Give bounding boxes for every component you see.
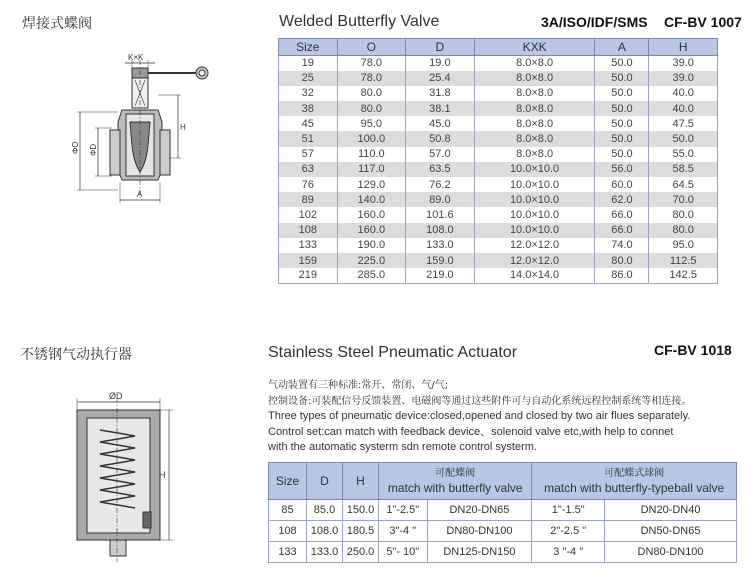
h-label: H	[180, 123, 186, 132]
table-cell: 39.0	[649, 71, 718, 86]
table-cell: 14.0×14.0	[474, 268, 595, 283]
pneumatic-actuator-drawing	[65, 390, 175, 570]
table-row	[279, 116, 718, 131]
table-row	[279, 238, 718, 253]
table-cell: 50.0	[649, 131, 718, 146]
table-cell: 58.5	[649, 162, 718, 177]
valve-model: CF-BV 1007	[664, 14, 742, 30]
table-cell: 8.0×8.0	[474, 56, 595, 71]
col-header: Size	[269, 463, 307, 500]
table-cell: 133	[279, 238, 338, 253]
actuator-dimension-table	[268, 462, 737, 563]
table-cell: 5"- 10"	[379, 542, 428, 563]
table-cell: 108.0	[406, 223, 475, 238]
table-cell: DN80-DN100	[427, 521, 532, 542]
table-cell: 78.0	[337, 56, 406, 71]
table-cell: 10.0×10.0	[474, 192, 595, 207]
table-cell: 112.5	[649, 253, 718, 268]
table-cell: 89.0	[406, 192, 475, 207]
table-cell: 108	[279, 223, 338, 238]
table-cell: 285.0	[337, 268, 406, 283]
table-row	[279, 253, 718, 268]
table-cell: 25	[279, 71, 338, 86]
table-cell: 10.0×10.0	[474, 162, 595, 177]
group1-cn: 可配蝶阀	[435, 468, 476, 479]
table-cell: 2"-2.5 "	[532, 521, 605, 542]
table-cell: 8.0×8.0	[474, 101, 595, 116]
table-cell: 45.0	[406, 116, 475, 131]
kk-label: K×K	[128, 53, 144, 62]
table-cell: 80.0	[337, 86, 406, 101]
table-cell: 110.0	[337, 147, 406, 162]
table-cell: 133.0	[406, 238, 475, 253]
desc-line: Three types of pneumatic device:closed,opened and closed by two air flues separately.	[268, 410, 691, 422]
table-cell: 159	[279, 253, 338, 268]
table-row	[279, 147, 718, 162]
col-header-group	[532, 463, 737, 500]
table-cell: 150.0	[343, 500, 379, 521]
table-cell: 159.0	[406, 253, 475, 268]
table-cell: 95.0	[337, 116, 406, 131]
table-header-row	[269, 463, 737, 500]
table-cell: 19	[279, 56, 338, 71]
table-row	[279, 131, 718, 146]
table-cell: 63	[279, 162, 338, 177]
col-header: A	[595, 39, 649, 56]
table-cell: 133.0	[307, 542, 343, 563]
col-header-group	[379, 463, 532, 500]
valve-standards: 3A/ISO/IDF/SMS	[541, 14, 648, 30]
table-cell: DN20-DN40	[605, 500, 737, 521]
table-cell: 8.0×8.0	[474, 71, 595, 86]
table-cell: 95.0	[649, 238, 718, 253]
table-cell: 102	[279, 207, 338, 222]
table-row	[279, 86, 718, 101]
table-cell: 8.0×8.0	[474, 86, 595, 101]
table-cell: 1"-1.5"	[532, 500, 605, 521]
table-cell: 1"-2.5"	[379, 500, 428, 521]
actuator-cn-title: 不锈钢气动执行器	[20, 347, 132, 363]
table-cell: 64.5	[649, 177, 718, 192]
table-cell: 86.0	[595, 268, 649, 283]
a-label: A	[137, 190, 143, 199]
table-cell: 32	[279, 86, 338, 101]
table-cell: 85.0	[307, 500, 343, 521]
table-cell: 80.0	[337, 101, 406, 116]
table-cell: DN125-DN150	[427, 542, 532, 563]
table-cell: 45	[279, 116, 338, 131]
table-cell: 3 "-4 "	[532, 542, 605, 563]
table-cell: 219.0	[406, 268, 475, 283]
table-cell: 8.0×8.0	[474, 131, 595, 146]
table-cell: 8.0×8.0	[474, 116, 595, 131]
table-cell: 8.0×8.0	[474, 147, 595, 162]
table-cell: 76	[279, 177, 338, 192]
table-cell: 76.2	[406, 177, 475, 192]
table-cell: 40.0	[649, 86, 718, 101]
table-cell: 117.0	[337, 162, 406, 177]
table-row	[269, 521, 737, 542]
table-cell: 108.0	[307, 521, 343, 542]
butterfly-valve-drawing	[70, 50, 220, 210]
table-cell: 60.0	[595, 177, 649, 192]
table-row	[269, 542, 737, 563]
table-cell: 140.0	[337, 192, 406, 207]
actuator-description	[268, 378, 691, 456]
table-cell: 50.0	[595, 116, 649, 131]
table-cell: 80.0	[649, 207, 718, 222]
table-cell: 66.0	[595, 207, 649, 222]
table-row	[279, 223, 718, 238]
col-header: D	[406, 39, 475, 56]
valve-dimension-table	[278, 38, 718, 284]
d-label: ΦD	[89, 143, 98, 156]
table-cell: 89	[279, 192, 338, 207]
table-cell: DN20-DN65	[427, 500, 532, 521]
table-cell: 55.0	[649, 147, 718, 162]
table-cell: 160.0	[337, 223, 406, 238]
actuator-model: CF-BV 1018	[654, 342, 732, 358]
table-row	[279, 71, 718, 86]
table-cell: 219	[279, 268, 338, 283]
table-cell: 80.0	[595, 253, 649, 268]
table-cell: 10.0×10.0	[474, 223, 595, 238]
table-cell: 101.6	[406, 207, 475, 222]
table-row	[279, 101, 718, 116]
table-cell: 47.5	[649, 116, 718, 131]
table-row	[269, 500, 737, 521]
table-header-row	[279, 39, 718, 56]
table-cell: 63.5	[406, 162, 475, 177]
table-cell: 66.0	[595, 223, 649, 238]
table-cell: 129.0	[337, 177, 406, 192]
table-cell: 51	[279, 131, 338, 146]
valve-cn-title: 焊接式蝶阀	[22, 16, 92, 32]
table-cell: 50.8	[406, 131, 475, 146]
table-cell: 100.0	[337, 131, 406, 146]
table-cell: 38.1	[406, 101, 475, 116]
col-header: H	[649, 39, 718, 56]
table-cell: 57.0	[406, 147, 475, 162]
group1-en: match with butterfly valve	[387, 481, 523, 495]
table-cell: 10.0×10.0	[474, 177, 595, 192]
table-row	[279, 268, 718, 283]
table-cell: DN50-DN65	[605, 521, 737, 542]
table-cell: DN80-DN100	[605, 542, 737, 563]
desc-line: 气动装置有三种标准:常开、常闭、气/气;	[268, 380, 449, 391]
table-cell: 190.0	[337, 238, 406, 253]
table-cell: 142.5	[649, 268, 718, 283]
col-header: Size	[279, 39, 338, 56]
actuator-d-label: ØD	[109, 391, 123, 401]
table-cell: 56.0	[595, 162, 649, 177]
od-label: ΦO	[71, 141, 80, 154]
table-cell: 133	[269, 542, 307, 563]
table-cell: 50.0	[595, 147, 649, 162]
table-cell: 25.4	[406, 71, 475, 86]
table-cell: 70.0	[649, 192, 718, 207]
desc-line: 控制设备:可装配信号反馈装置、电磁阀等通过这些附件可与自动化系统远程控制系统等相连接。	[268, 395, 692, 407]
col-header: H	[343, 463, 379, 500]
table-cell: 74.0	[595, 238, 649, 253]
actuator-h-label: H	[159, 470, 166, 480]
table-cell: 31.8	[406, 86, 475, 101]
table-cell: 38	[279, 101, 338, 116]
col-header: KXK	[474, 39, 595, 56]
table-cell: 40.0	[649, 101, 718, 116]
group2-en: match with butterfly-typeball valve	[544, 481, 725, 495]
table-cell: 78.0	[337, 71, 406, 86]
table-cell: 180.5	[343, 521, 379, 542]
table-row	[279, 192, 718, 207]
table-cell: 80.0	[649, 223, 718, 238]
table-row	[279, 56, 718, 71]
table-cell: 50.0	[595, 86, 649, 101]
table-cell: 3"-4 "	[379, 521, 428, 542]
table-cell: 12.0×12.0	[474, 253, 595, 268]
table-cell: 250.0	[343, 542, 379, 563]
desc-line: Control set:can match with feedback device、solenoid valve etc,with help to connet	[268, 425, 674, 438]
table-cell: 50.0	[595, 56, 649, 71]
table-cell: 39.0	[649, 56, 718, 71]
table-row	[279, 162, 718, 177]
actuator-en-title: Stainless Steel Pneumatic Actuator	[268, 344, 518, 361]
table-row	[279, 177, 718, 192]
table-cell: 57	[279, 147, 338, 162]
group2-cn: 可配蝶式球阀	[604, 468, 665, 479]
table-cell: 50.0	[595, 71, 649, 86]
table-cell: 19.0	[406, 56, 475, 71]
table-cell: 50.0	[595, 101, 649, 116]
table-cell: 85	[269, 500, 307, 521]
table-row	[279, 207, 718, 222]
table-cell: 225.0	[337, 253, 406, 268]
valve-en-title: Welded Butterfly Valve	[279, 13, 440, 30]
table-cell: 12.0×12.0	[474, 238, 595, 253]
table-cell: 108	[269, 521, 307, 542]
table-cell: 10.0×10.0	[474, 207, 595, 222]
col-header: D	[307, 463, 343, 500]
table-cell: 62.0	[595, 192, 649, 207]
table-cell: 50.0	[595, 131, 649, 146]
desc-line: with the automatic systerm sdn remote control systerm.	[268, 441, 537, 453]
table-cell: 160.0	[337, 207, 406, 222]
col-header: O	[337, 39, 406, 56]
